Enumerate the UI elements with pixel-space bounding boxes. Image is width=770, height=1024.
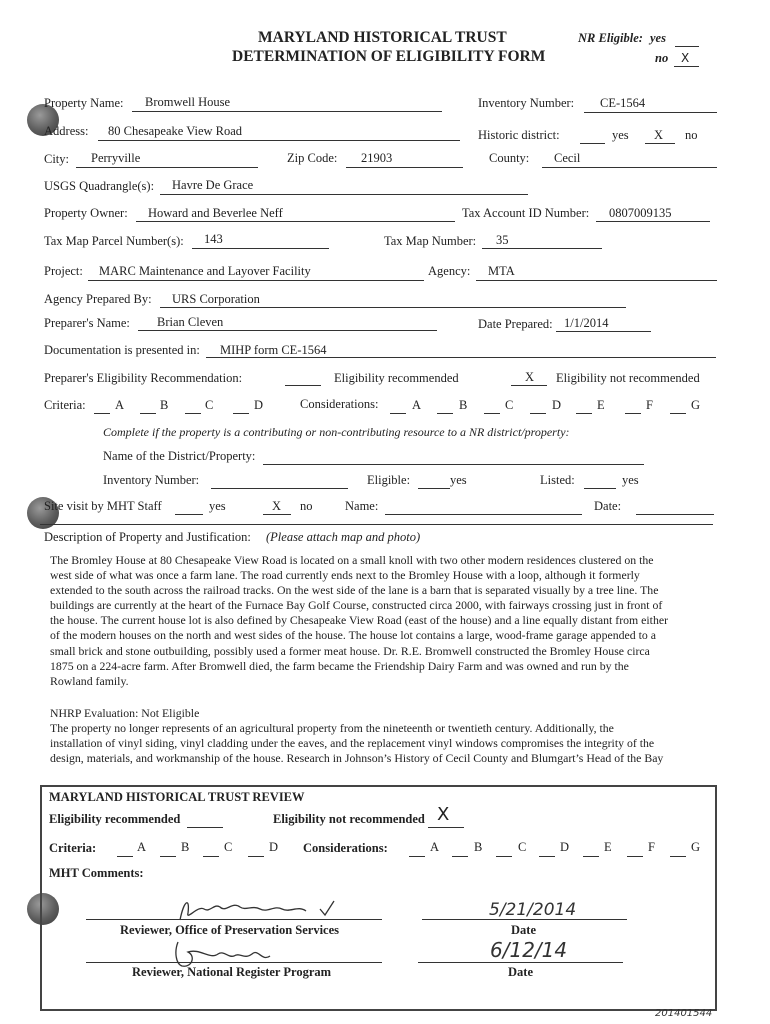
rcons-a: A (430, 840, 440, 854)
reviewer1-line[interactable] (86, 919, 382, 920)
address-value: 80 Chesapeake View Road (108, 124, 243, 138)
documentation-value: MIHP form CE-1564 (220, 343, 327, 357)
district-name-line[interactable] (263, 464, 644, 465)
city-label: City: (44, 152, 70, 166)
rcriteria-b: B (181, 840, 190, 854)
hd-no-blank[interactable] (645, 143, 675, 144)
rcons-g-blank[interactable] (670, 856, 686, 857)
tax-map-value: 35 (496, 233, 509, 247)
nr-yes-label: yes (650, 31, 666, 45)
owner-line[interactable] (136, 221, 455, 222)
nr-no-mark: X (681, 51, 690, 65)
rcriteria-c-blank[interactable] (203, 856, 219, 857)
cons-a-blank[interactable] (390, 413, 406, 414)
usgs-value: Havre De Grace (172, 178, 254, 192)
rcriteria-d-blank[interactable] (248, 856, 264, 857)
description-paragraph (50, 553, 700, 689)
date2-value: 6/12/14 (490, 938, 568, 962)
cons-c-blank[interactable] (484, 413, 500, 414)
review-eligible-label: Eligibility recommended (49, 812, 181, 826)
eligible-yes: yes (450, 473, 467, 487)
rec-eligible-blank[interactable] (285, 385, 321, 386)
sv-name-line[interactable] (385, 514, 582, 515)
criteria-c: C (205, 398, 214, 412)
project-label: Project: (44, 264, 83, 278)
reviewer1-label: Reviewer, Office of Preservation Services (120, 923, 340, 937)
sv-yes-blank[interactable] (175, 514, 203, 515)
agency-line[interactable] (476, 280, 717, 281)
desc-line: of the modern houses on the north and west sides of the house. The house lot contains a large, wood-frame garage appended to a (50, 628, 656, 643)
sv-yes: yes (209, 499, 226, 513)
project-value: MARC Maintenance and Layover Facility (99, 264, 311, 278)
city-value: Perryville (91, 151, 141, 165)
usgs-line[interactable] (160, 194, 528, 195)
project-line[interactable] (88, 280, 424, 281)
preparer-label: Preparer's Name: (44, 316, 130, 330)
rec-not-label: Eligibility not recommended (556, 371, 700, 385)
cons-d-blank[interactable] (530, 413, 546, 414)
agency-prepared-label: Agency Prepared By: (44, 292, 152, 306)
address-label: Address: (44, 124, 89, 138)
agency-prepared-value: URS Corporation (172, 292, 260, 306)
reviewer2-line[interactable] (86, 962, 382, 963)
date-prepared-line[interactable] (556, 331, 651, 332)
usgs-label: USGS Quadrangle(s): (44, 179, 155, 193)
eligible-label: Eligible: (367, 473, 411, 487)
inventory-value: CE-1564 (600, 96, 646, 110)
rcons-b-blank[interactable] (452, 856, 468, 857)
zip-label: Zip Code: (287, 151, 338, 165)
nr-yes-blank[interactable] (675, 46, 699, 47)
nr-no-blank[interactable] (674, 66, 699, 67)
description-label: Description of Property and Justification: (44, 530, 251, 544)
tax-account-line[interactable] (596, 221, 710, 222)
criteria-a: A (115, 398, 125, 412)
reviewer2-label: Reviewer, National Register Program (132, 965, 332, 979)
owner-value: Howard and Beverlee Neff (148, 206, 283, 220)
property-name-value: Bromwell House (145, 95, 231, 109)
criteria-b-blank[interactable] (140, 413, 156, 414)
cons-f-blank[interactable] (625, 413, 641, 414)
rcons-f: F (648, 840, 655, 854)
nrhp-paragraph (50, 706, 700, 766)
preparer-value: Brian Cleven (157, 315, 224, 329)
hd-yes-label: yes (612, 128, 629, 142)
inventory-label: Inventory Number: (478, 96, 575, 110)
description-note: (Please attach map and photo) (266, 530, 421, 544)
tax-account-label: Tax Account ID Number: (462, 206, 590, 220)
rcons-e-blank[interactable] (583, 856, 599, 857)
documentation-line[interactable] (206, 357, 716, 358)
cons-b-blank[interactable] (437, 413, 453, 414)
criteria-a-blank[interactable] (94, 413, 110, 414)
cons-d: D (552, 398, 562, 412)
form-subtitle: DETERMINATION OF ELIGIBILITY FORM (232, 48, 546, 65)
cons-b: B (459, 398, 468, 412)
eligible-blank[interactable] (418, 488, 450, 489)
district-inventory-label: Inventory Number: (103, 473, 200, 487)
district-name-label: Name of the District/Property: (103, 449, 256, 463)
listed-label: Listed: (540, 473, 575, 487)
parcel-line[interactable] (192, 248, 329, 249)
cons-f: F (646, 398, 653, 412)
hd-no-label: no (685, 128, 698, 142)
rcriteria-a: A (137, 840, 147, 854)
desc-line: 1875 on a 224-acre farm. After Bromwell died, the farm became the Friendship Dairy Farm and was owned and run by the (50, 658, 629, 673)
date-prepared-label: Date Prepared: (478, 317, 553, 331)
sv-name-label: Name: (345, 499, 379, 513)
rcriteria-a-blank[interactable] (117, 856, 133, 857)
cons-g-blank[interactable] (670, 413, 686, 414)
agency-prepared-line[interactable] (160, 307, 626, 308)
inventory-line[interactable] (584, 112, 717, 113)
criteria-d: D (254, 398, 264, 412)
rcons-b: B (474, 840, 483, 854)
criteria-label: Criteria: (44, 398, 86, 412)
sv-date-line[interactable] (636, 514, 714, 515)
tax-map-label: Tax Map Number: (384, 234, 477, 248)
sv-x-mark: X (272, 499, 282, 513)
criteria-d-blank[interactable] (233, 413, 249, 414)
rcons-g: G (691, 840, 701, 854)
cons-a: A (412, 398, 422, 412)
description-top-rule (40, 524, 713, 525)
desc-line: The Bromley House at 80 Chesapeake View Road is located on a small knoll with two other modern residences clustered on the (50, 553, 654, 567)
date-prepared-value: 1/1/2014 (564, 316, 609, 330)
tax-map-line[interactable] (482, 248, 602, 249)
agency-label: Agency: (428, 264, 471, 278)
city-line[interactable] (76, 167, 258, 168)
recommendation-label: Preparer's Eligibility Recommendation: (44, 371, 243, 385)
rec-eligible-label: Eligibility recommended (334, 371, 459, 385)
rec-not-mark: X (525, 370, 535, 384)
cons-e: E (597, 398, 605, 412)
criteria-c-blank[interactable] (185, 413, 201, 414)
hd-x-mark: X (654, 128, 664, 142)
desc-line: the house. The current house lot is also defined by Chesapeake View Road (east of the house) and a line equally distant from either (50, 613, 669, 628)
nrhp-evaluation: NHRP Evaluation: Not Eligible (50, 706, 200, 720)
nrhp-line: design, materials, and workmanship of the house. Research in Johnson’s History of Cecil County and Blumgart’s Head of the Bay (50, 751, 664, 766)
form-title: MARYLAND HISTORICAL TRUST (258, 29, 507, 46)
review-not-blank[interactable] (428, 827, 464, 828)
footer-code: 201401544 (655, 1008, 713, 1019)
mht-comments-label: MHT Comments: (49, 866, 144, 880)
criteria-b: B (160, 398, 169, 412)
date2-line[interactable] (418, 962, 623, 963)
date2-label: Date (508, 965, 533, 979)
review-not-eligible-label: Eligibility not recommended (273, 812, 425, 826)
parcel-value: 143 (204, 232, 223, 246)
owner-label: Property Owner: (44, 206, 128, 220)
listed-yes: yes (622, 473, 639, 487)
date1-value: 5/21/2014 (489, 900, 577, 920)
nrhp-line: The property no longer represents of an agricultural property from the nineteenth or twentieth century. Additionally, the (50, 721, 614, 736)
district-inventory-line[interactable] (211, 488, 348, 489)
desc-line: west side of what was once a farm lane. The road currently ends next to the Bromley House with a loop, although it formerly (50, 568, 640, 583)
considerations-label: Considerations: (300, 397, 379, 411)
agency-value: MTA (488, 264, 515, 278)
tax-account-value: 0807009135 (609, 206, 672, 220)
rcriteria-b-blank[interactable] (160, 856, 176, 857)
rcons-c: C (518, 840, 527, 854)
county-label: County: (489, 151, 530, 165)
date1-label: Date (511, 923, 536, 937)
nr-eligible-label: NR Eligible: (578, 31, 643, 45)
nr-no-label: no (655, 51, 669, 65)
parcel-label: Tax Map Parcel Number(s): (44, 234, 184, 248)
address-line[interactable] (98, 140, 460, 141)
review-considerations-label: Considerations: (303, 841, 388, 855)
rcons-e: E (604, 840, 612, 854)
sv-date-label: Date: (594, 499, 622, 513)
rcons-f-blank[interactable] (627, 856, 643, 857)
nrhp-line: installation of vinyl siding, vinyl cladding under the eaves, and the replacement vinyl windows compromises the integrity of the (50, 736, 655, 751)
rcriteria-c: C (224, 840, 233, 854)
sv-no: no (300, 499, 313, 513)
review-eligible-blank[interactable] (187, 827, 223, 828)
cons-c: C (505, 398, 514, 412)
review-not-mark: X (437, 804, 450, 825)
desc-line: Rowland family. (50, 673, 129, 688)
date1-line[interactable] (422, 919, 627, 920)
county-line[interactable] (542, 167, 717, 168)
property-name-line[interactable] (132, 111, 442, 112)
sv-no-blank[interactable] (263, 514, 291, 515)
historic-district-label: Historic district: (478, 128, 560, 142)
listed-blank[interactable] (584, 488, 616, 489)
complete-note: Complete if the property is a contributing or non-contributing resource to a NR district/property: (103, 425, 570, 439)
county-value: Cecil (554, 151, 581, 165)
rcriteria-d: D (269, 840, 279, 854)
rcons-d-blank[interactable] (539, 856, 555, 857)
desc-line: small brick and stone outbuilding, possibly used a former meat house. Dr. R.E. Bromwell constructed the Bromley House circa (50, 643, 650, 658)
desc-line: buildings are currently at the heart of the Furnace Bay Golf Course, constructed circa 2000, with fairways crossing just in front of (50, 598, 663, 613)
reviewer1-signature (170, 895, 350, 925)
rec-not-blank[interactable] (511, 385, 547, 386)
rcons-c-blank[interactable] (496, 856, 512, 857)
zip-line[interactable] (346, 167, 463, 168)
rcons-a-blank[interactable] (409, 856, 425, 857)
review-title: MARYLAND HISTORICAL TRUST REVIEW (49, 790, 305, 804)
preparer-line[interactable] (138, 330, 437, 331)
property-name-label: Property Name: (44, 96, 124, 110)
cons-g: G (691, 398, 701, 412)
desc-line: extended to the south across the railroad tracks. On the west side of the lane is a barn that is separated visually by a tree line. The (50, 583, 659, 598)
site-visit-label: Site visit by MHT Staff (44, 499, 162, 513)
rcons-d: D (560, 840, 570, 854)
documentation-label: Documentation is presented in: (44, 343, 200, 357)
zip-value: 21903 (361, 151, 393, 165)
review-criteria-label: Criteria: (49, 841, 97, 855)
hd-yes-blank[interactable] (580, 143, 605, 144)
cons-e-blank[interactable] (576, 413, 592, 414)
